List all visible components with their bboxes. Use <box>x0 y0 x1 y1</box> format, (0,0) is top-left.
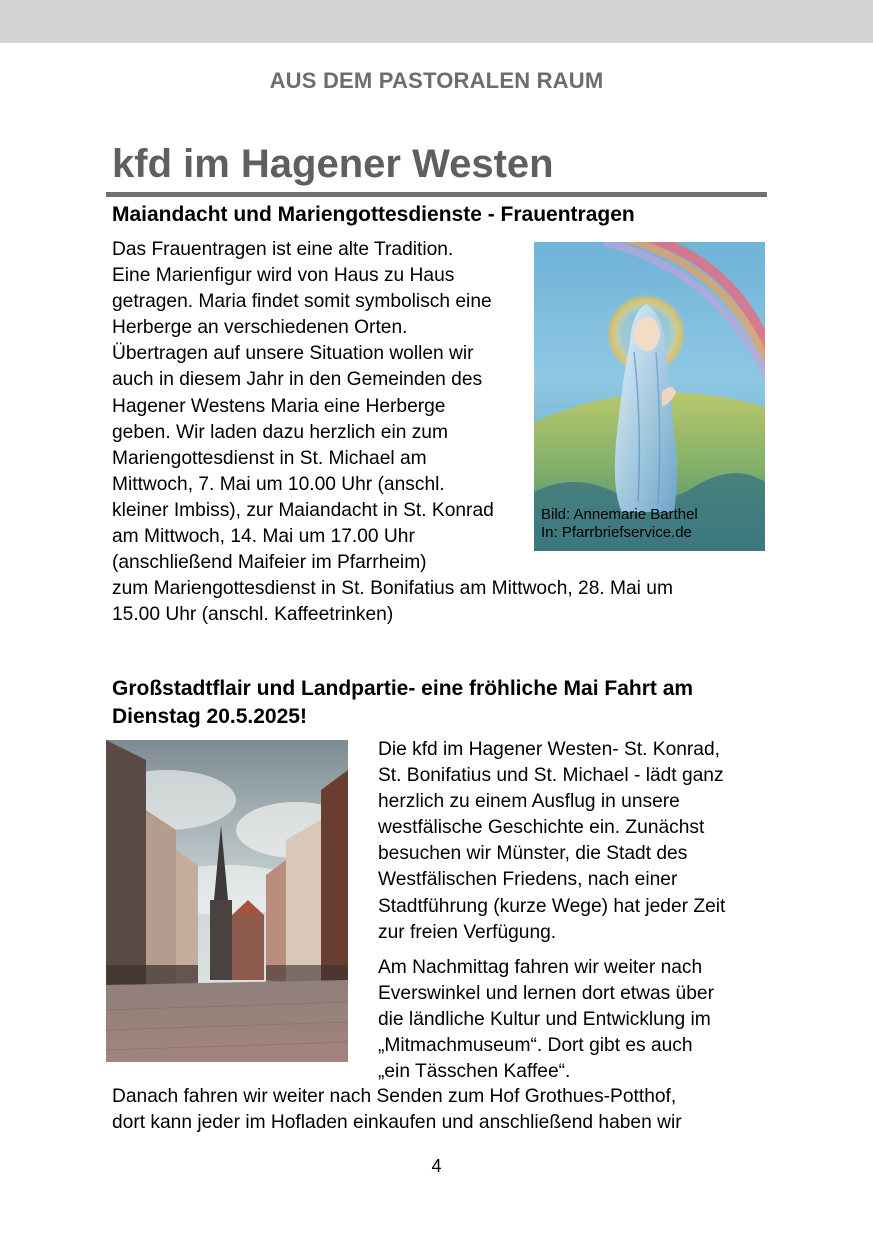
heading-line: Dienstag 20.5.2025! <box>112 705 307 728</box>
text-line: herzlich zu einem Ausflug in unsere <box>378 791 680 813</box>
text-line: getragen. Maria findet somit symbolisch eine <box>112 291 492 313</box>
caption-line: In: Pfarrbriefservice.de <box>541 524 692 541</box>
page-title: kfd im Hagener Westen <box>112 142 554 186</box>
text-line: die ländliche Kultur und Entwicklung im <box>378 1009 711 1031</box>
article2-para1 <box>378 737 725 946</box>
text-line: Stadtführung (kurze Wege) hat jeder Zeit <box>378 895 726 917</box>
text-line: zum Mariengottesdienst in St. Bonifatius am Mittwoch, 28. Mai um <box>112 578 673 600</box>
article2-para2 <box>378 955 714 1085</box>
top-bar <box>0 0 873 43</box>
text-line: auch in diesem Jahr in den Gemeinden des <box>112 369 483 391</box>
text-line: St. Bonifatius und St. Michael - lädt ganz <box>378 765 724 787</box>
text-line: (anschließend Maifeier im Pfarrheim) <box>112 552 427 574</box>
text-line: „ein Tässchen Kaffee“. <box>378 1061 571 1083</box>
text-line: Herberge an verschiedenen Orten. <box>112 317 408 339</box>
text-line: 15.00 Uhr (anschl. Kaffeetrinken) <box>112 604 394 626</box>
text-line: Danach fahren wir weiter nach Senden zum Hof Grothues-Potthof, <box>112 1086 677 1107</box>
text-line: Am Nachmittag fahren wir weiter nach <box>378 957 703 978</box>
text-line: Everswinkel und lernen dort etwas über <box>378 983 714 1005</box>
text-line: zur freien Verfügung. <box>378 921 557 943</box>
section-label: AUS DEM PASTORALEN RAUM <box>269 68 604 93</box>
heading-line: Großstadtflair und Landpartie- eine fröhliche Mai Fahrt am <box>112 677 694 700</box>
text-line: besuchen wir Münster, die Stadt des <box>378 843 688 865</box>
caption-line: Bild: Annemarie Barthel <box>541 506 698 523</box>
text-line: Das Frauentragen ist eine alte Tradition. <box>112 239 454 260</box>
text-line: Mittwoch, 7. Mai um 10.00 Uhr (anschl. <box>112 473 445 495</box>
article2-heading <box>112 675 693 731</box>
text-line: Mariengottesdienst in St. Michael am <box>112 447 427 469</box>
page-number: 4 <box>431 1156 442 1176</box>
mary-watercolor-image <box>534 242 765 551</box>
title-rule <box>106 192 767 197</box>
text-line: am Mittwoch, 14. Mai um 17.00 Uhr <box>112 526 415 548</box>
text-line: Eine Marienfigur wird von Haus zu Haus <box>112 265 455 287</box>
muenster-street-photo <box>106 740 348 1062</box>
article2-continuation <box>112 1084 682 1136</box>
text-line: Westfälischen Friedens, nach einer <box>378 869 678 891</box>
text-line: Die kfd im Hagener Westen- St. Konrad, <box>378 739 720 760</box>
text-line: geben. Wir laden dazu herzlich ein zum <box>112 421 448 443</box>
text-line: kleiner Imbiss), zur Maiandacht in St. Konrad <box>112 499 494 521</box>
text-line: dort kann jeder im Hofladen einkaufen und anschließend haben wir <box>112 1112 682 1134</box>
text-line: „Mitmachmuseum“. Dort gibt es auch <box>378 1035 693 1057</box>
image-caption <box>541 506 698 542</box>
article1-heading: Maiandacht und Mariengottesdienste - Frauentragen <box>112 203 635 226</box>
text-line: Übertragen auf unsere Situation wollen wir <box>112 343 474 365</box>
text-line: Hagener Westens Maria eine Herberge <box>112 395 446 417</box>
text-line: westfälische Geschichte ein. Zunächst <box>378 817 705 839</box>
